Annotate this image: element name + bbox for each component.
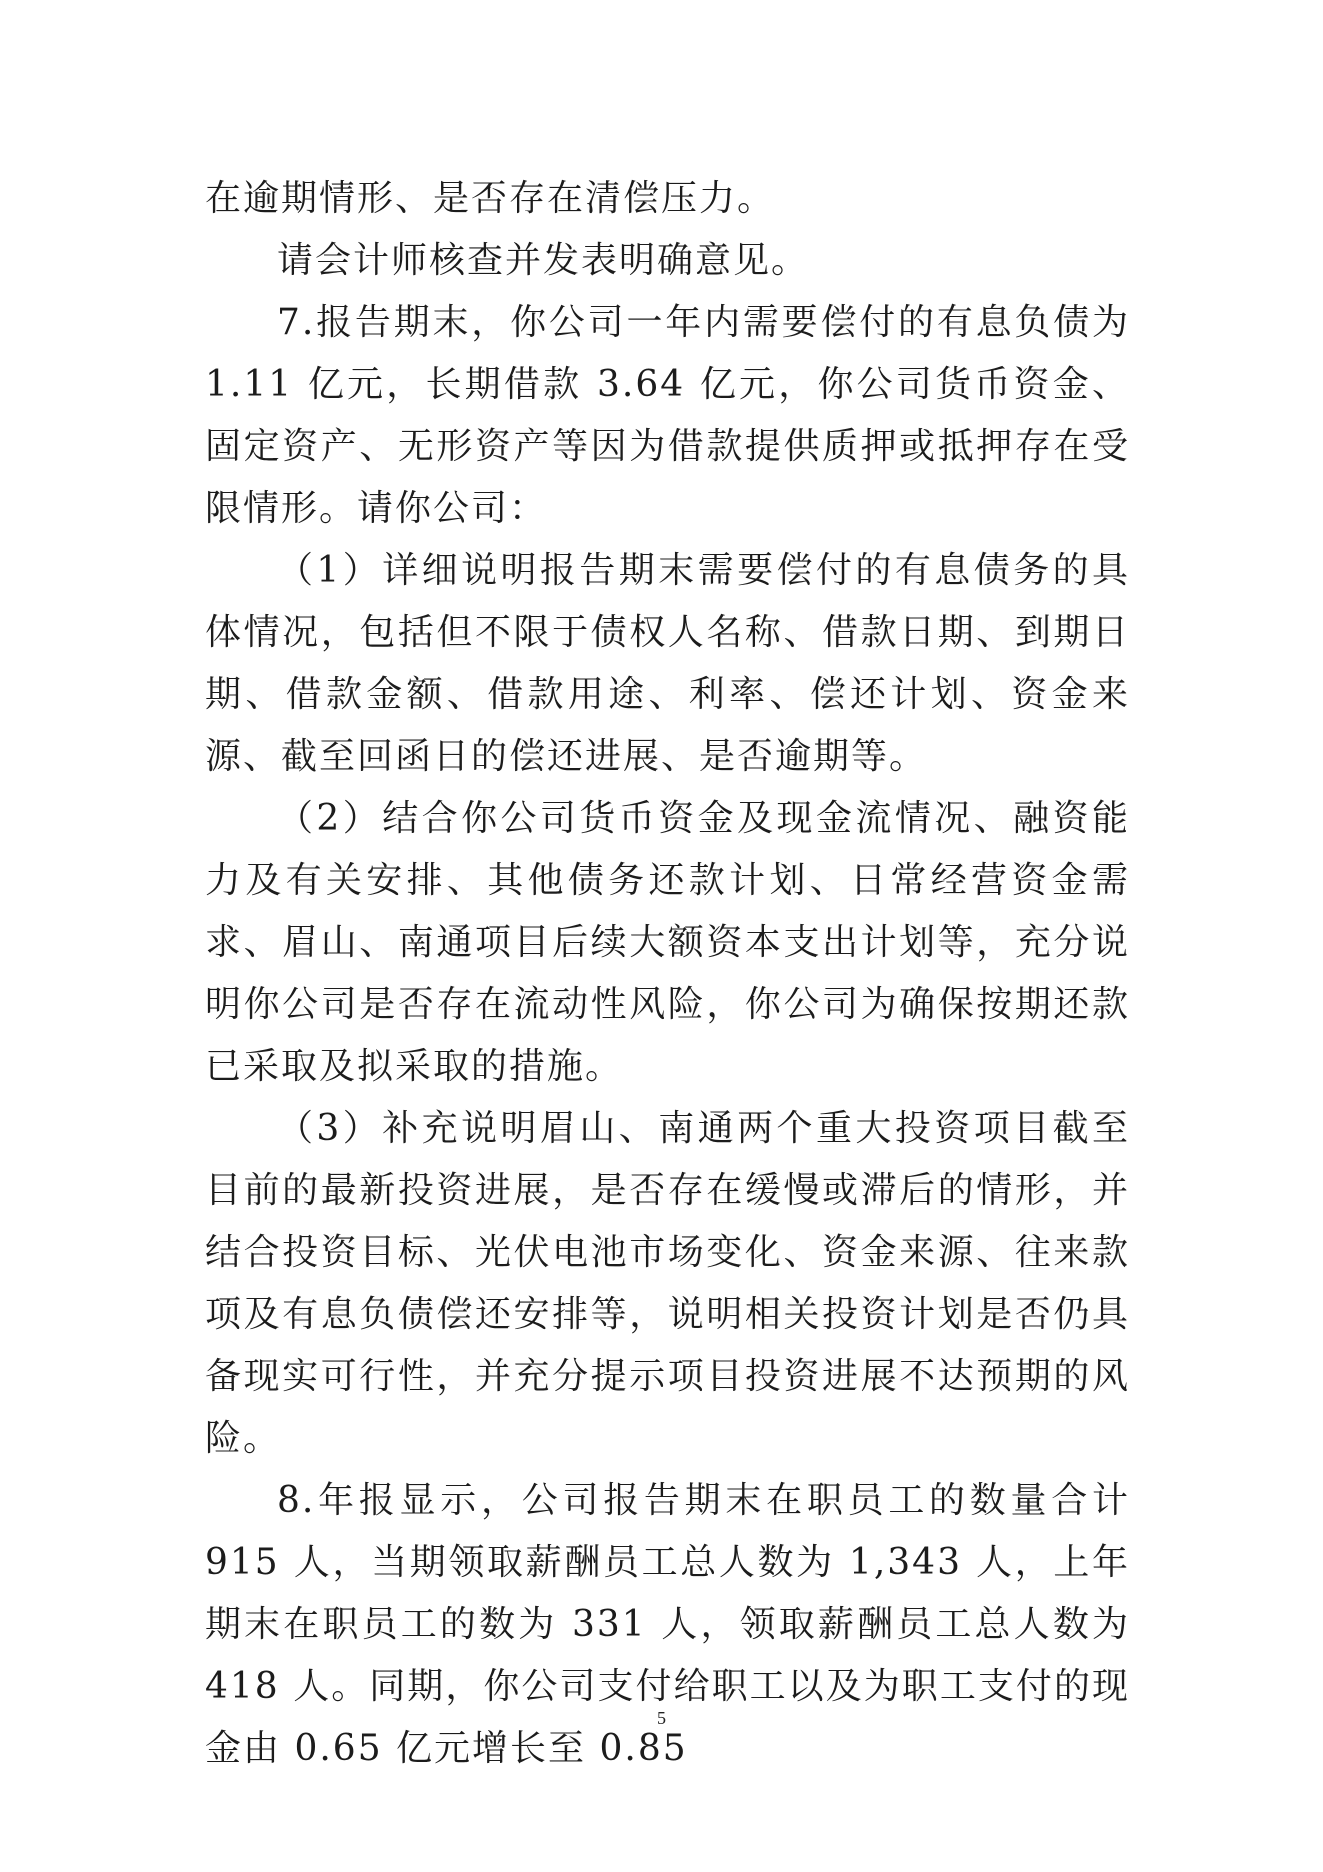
paragraph-question-8: 8.年报显示，公司报告期末在职员工的数量合计 915 人，当期领取薪酬员工总人数为 1,343 人，上年期末在职员工的数为 331 人，领取薪酬员工总人数为 418 人。同期，你公司支付给职工以及为职工支付的现金由 0.65 亿元增长至 0.85	[205, 1480, 1130, 1769]
paragraph-question-7-item-2: （2）结合你公司货币资金及现金流情况、融资能力及有关安排、其他债务还款计划、日常经营资金需求、眉山、南通项目后续大额资本支出计划等，充分说明你公司是否存在流动性风险，你公司为确保按期还款已采取及拟采取的措施。	[205, 798, 1130, 1087]
page-body	[205, 168, 1130, 1780]
paragraph-continuation: 在逾期情形、是否存在清偿压力。	[205, 178, 776, 219]
page-number: 5	[657, 1708, 666, 1728]
paragraph-accountant-request: 请会计师核查并发表明确意见。	[277, 240, 810, 281]
paragraph-question-7-item-3: （3）补充说明眉山、南通两个重大投资项目截至目前的最新投资进展，是否存在缓慢或滞后的情形，并结合投资目标、光伏电池市场变化、资金来源、往来款项及有息负债偿还安排等，说明相关投资计划是否仍具备现实可行性，并充分提示项目投资进展不达预期的风险。	[205, 1108, 1130, 1459]
paragraph-question-7-item-1: （1）详细说明报告期末需要偿付的有息债务的具体情况，包括但不限于债权人名称、借款日期、到期日期、借款金额、借款用途、利率、偿还计划、资金来源、截至回函日的偿还进展、是否逾期等。	[205, 550, 1130, 777]
paragraph-question-7: 7.报告期末，你公司一年内需要偿付的有息负债为 1.11 亿元，长期借款 3.64 亿元，你公司货币资金、固定资产、无形资产等因为借款提供质押或抵押存在受限情形。请你公司：	[205, 302, 1130, 529]
